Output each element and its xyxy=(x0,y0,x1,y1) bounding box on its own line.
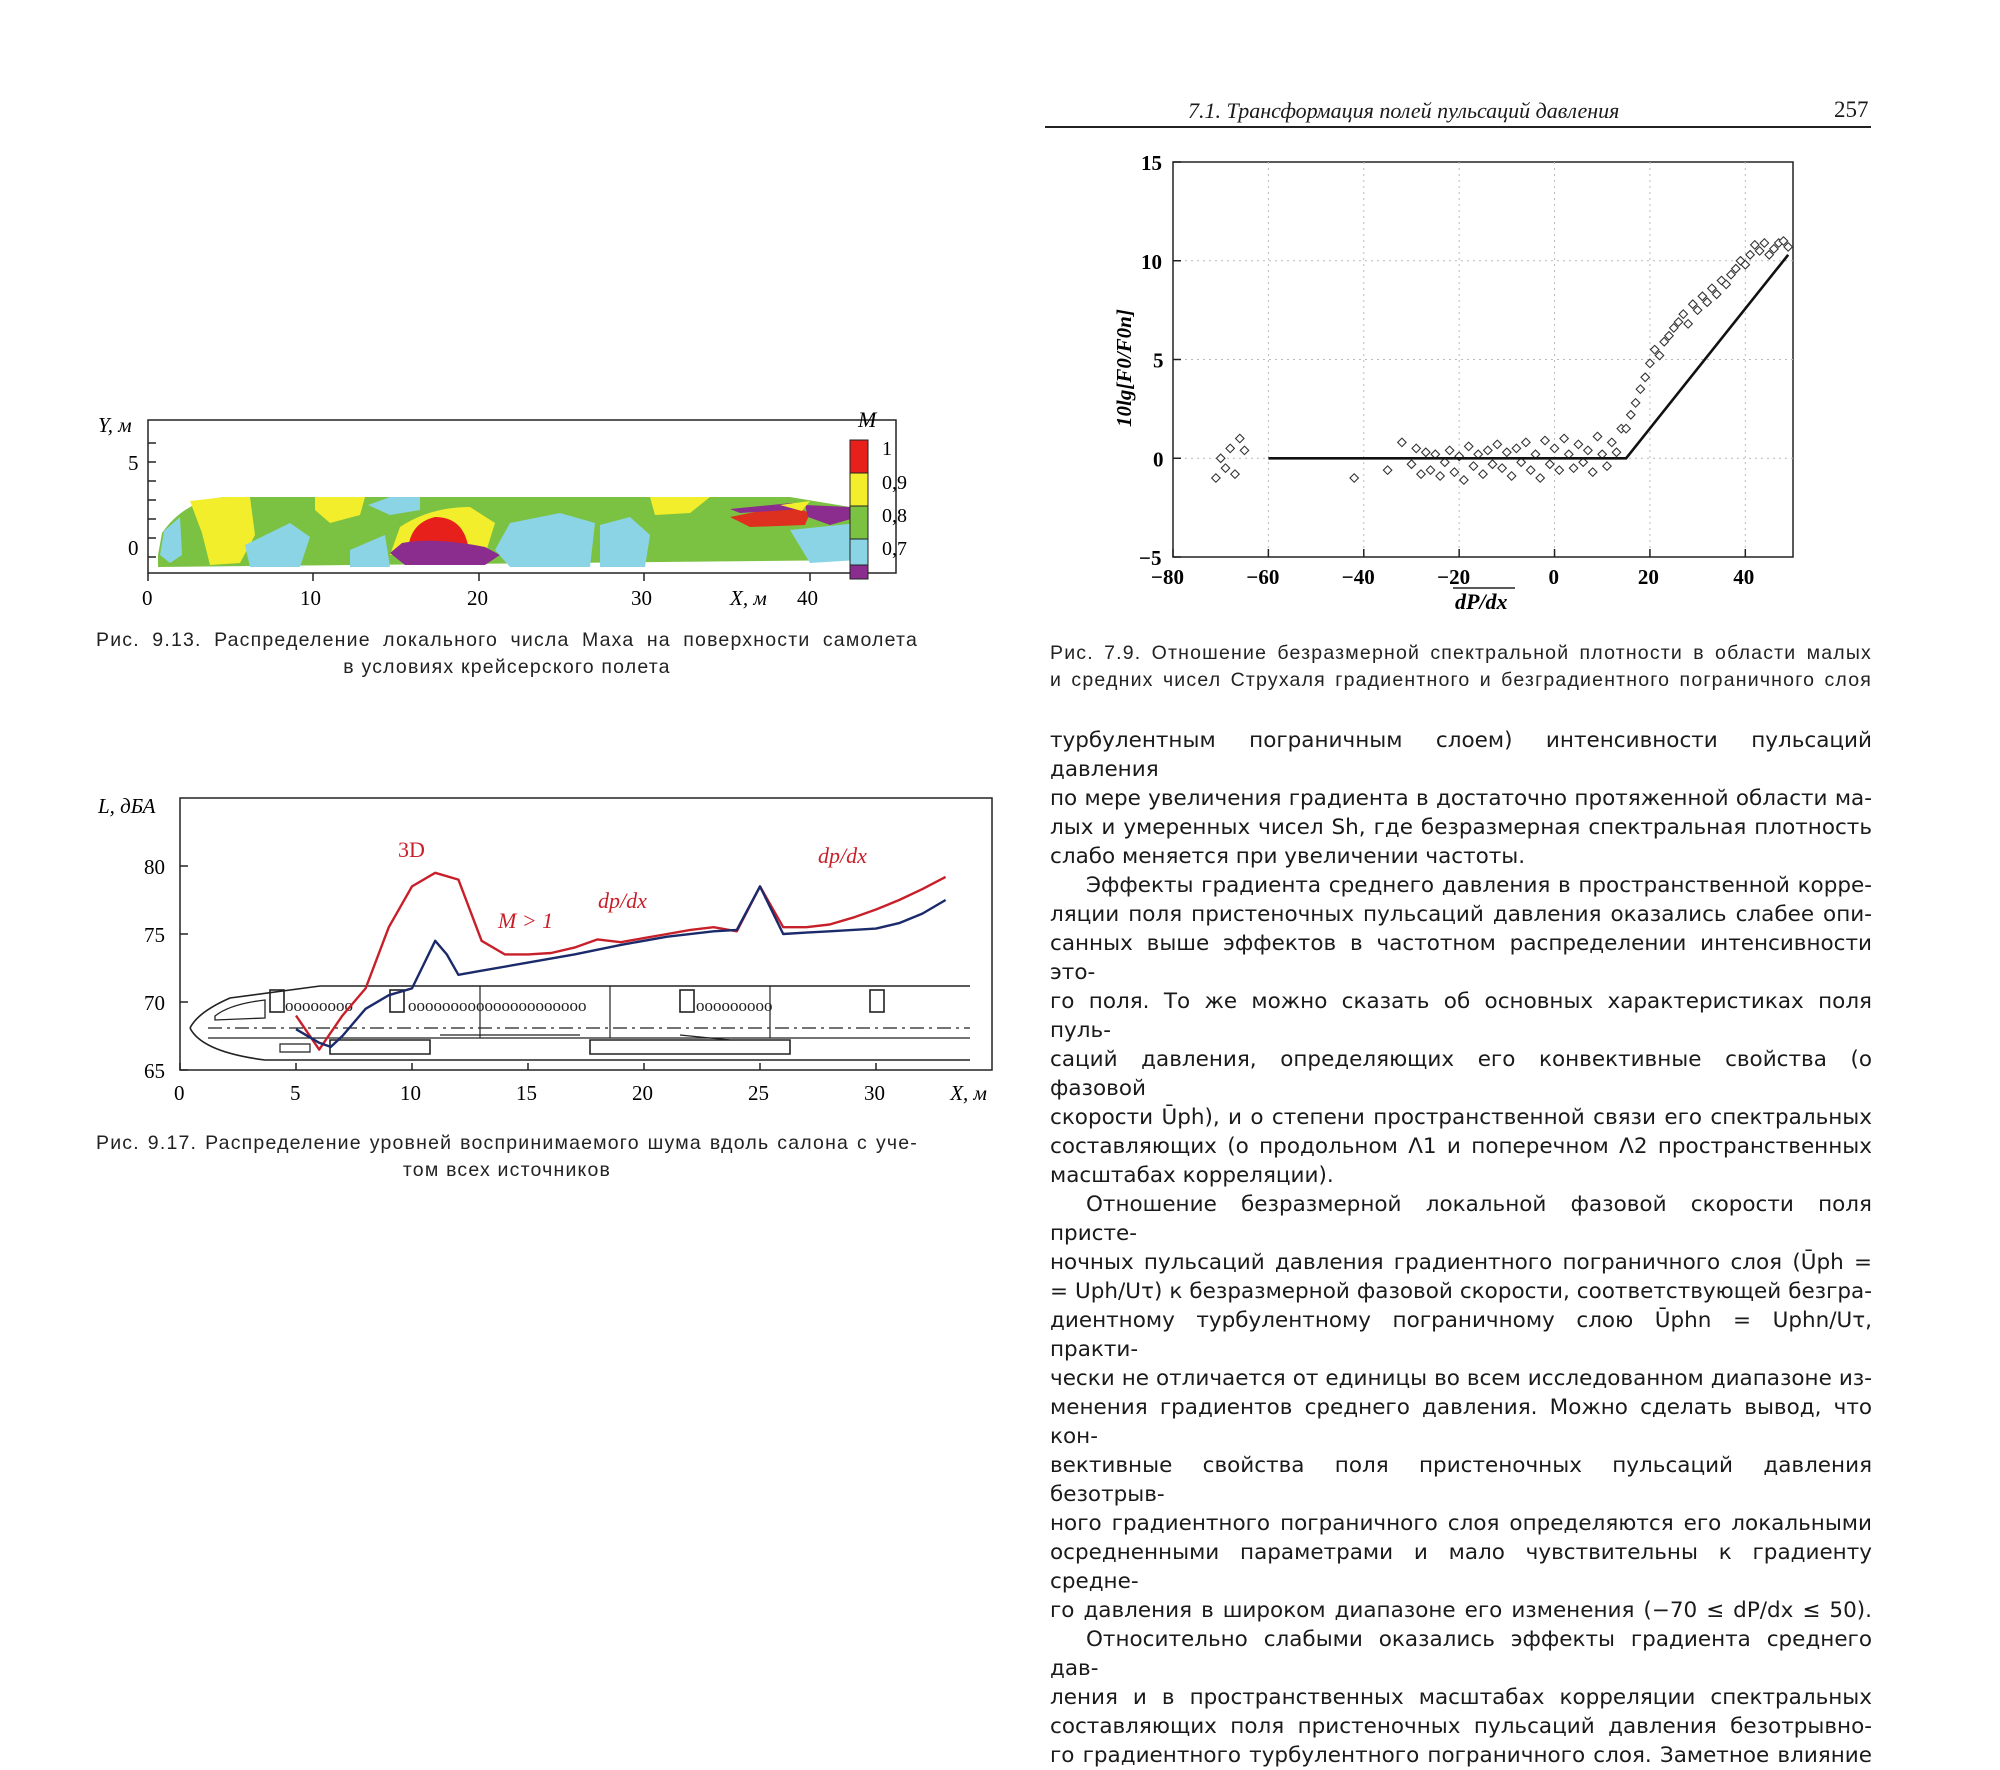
scatter-point xyxy=(1507,472,1515,480)
legend-swatch-2 xyxy=(850,473,868,506)
x-tick-label: 25 xyxy=(748,1081,769,1105)
scatter-point xyxy=(1641,373,1649,381)
text-line: санных выше эффектов в частотном распределении интенсивности это- xyxy=(1050,931,1872,985)
x-tick-40: 40 xyxy=(797,586,818,610)
y-tick-label: 10 xyxy=(1141,249,1162,274)
text-line: Отношение безразмерной локальной фазовой скорости поля присте- xyxy=(1050,1192,1872,1246)
scatter-point xyxy=(1479,470,1487,478)
scatter-point xyxy=(1584,446,1592,454)
text-line: го давления в широком диапазоне его изменения (−70 ≤ dP/dx ≤ 50). xyxy=(1050,1598,1872,1623)
x-axis-label: X, м xyxy=(950,1081,987,1105)
caption-line: Рис. 9.17. Распределение уровней воспринимаемого шума вдоль салона с уче- xyxy=(96,1132,918,1154)
annotation-dpdx-2: dp/dx xyxy=(818,843,867,868)
paragraph-continuation xyxy=(1050,726,1872,871)
scatter-point xyxy=(1588,468,1596,476)
x-tick-label: 15 xyxy=(516,1081,537,1105)
caption-line: в условиях крейсерского полета xyxy=(343,656,671,678)
scatter-point xyxy=(1212,474,1220,482)
text-line: составляющих (о продольном Λ1 и поперечном Λ2 пространственных xyxy=(1050,1134,1872,1159)
caption-line: и средних чисел Струхаля градиентного и безградиентного пограничного слоя xyxy=(1050,669,1872,691)
scatter-point xyxy=(1417,470,1425,478)
scatter-point xyxy=(1412,444,1420,452)
scatter-point xyxy=(1450,468,1458,476)
legend-title: M xyxy=(858,407,877,432)
x-tick-label: 20 xyxy=(1637,565,1659,589)
body-text xyxy=(1050,726,1872,1770)
y-tick-0: 0 xyxy=(128,536,139,560)
svg-text:ooooooooooooooooooooo: ooooooooooooooooooooo xyxy=(408,996,587,1015)
scatter-point xyxy=(1560,434,1568,442)
y-axis-label: Y, м xyxy=(98,413,132,437)
text-line: Относительно слабыми оказались эффекты градиента среднего дав- xyxy=(1050,1627,1872,1681)
text-line: диентному турбулентному пограничному слою Ūphn = Uphn/Uτ, практи- xyxy=(1050,1308,1872,1362)
scatter-point xyxy=(1240,446,1248,454)
text-line: саций давления, определяющих его конвективные свойства (о фазовой xyxy=(1050,1047,1872,1101)
svg-text:ooooooooo: ooooooooo xyxy=(696,996,773,1015)
y-tick-label: 65 xyxy=(144,1059,165,1083)
legend-label-08: 0,8 xyxy=(882,505,907,527)
scatter-point xyxy=(1226,444,1234,452)
x-tick-20: 20 xyxy=(467,586,488,610)
scatter-point xyxy=(1555,466,1563,474)
legend-label-09: 0,9 xyxy=(882,472,907,494)
scatter-point xyxy=(1608,438,1616,446)
scatter-point xyxy=(1426,466,1434,474)
caption-line: Рис. 7.9. Отношение безразмерной спектральной плотности в области малых xyxy=(1050,642,1872,664)
x-axis-label: dP/dx xyxy=(1455,589,1508,614)
x-axis-label: X, м xyxy=(730,586,767,610)
annotation-mach: M > 1 xyxy=(498,908,554,933)
figure-9-17 xyxy=(90,790,987,1120)
caption-line: том всех источников xyxy=(402,1159,612,1181)
y-axis-label: L, дБА xyxy=(98,794,156,818)
scatter-point xyxy=(1236,434,1244,442)
scatter-point xyxy=(1488,460,1496,468)
scatter-point xyxy=(1383,466,1391,474)
annotation-dpdx-1: dp/dx xyxy=(598,888,647,913)
scatter-point xyxy=(1221,464,1229,472)
x-tick-label: 30 xyxy=(864,1081,885,1105)
paragraph xyxy=(1050,871,1872,1190)
scatter-point xyxy=(1503,448,1511,456)
scatter-point xyxy=(1493,440,1501,448)
y-tick-label: 75 xyxy=(144,923,165,947)
y-tick-label: 70 xyxy=(144,991,165,1015)
text-line: турбулентным пограничным слоем) интенсивности пульсаций давления xyxy=(1050,728,1872,782)
x-tick-label: 5 xyxy=(290,1081,301,1105)
scatter-point xyxy=(1627,411,1635,419)
text-line: ночных пульсаций давления градиентного пограничного слоя (Ūph = xyxy=(1050,1250,1872,1275)
header-rule xyxy=(1045,126,1871,128)
caption-fig-9-17 xyxy=(96,1130,918,1184)
text-line: осредненными параметрами и мало чувствительны к градиенту средне- xyxy=(1050,1540,1872,1594)
x-tick-label: −80 xyxy=(1151,565,1184,589)
x-tick-30: 30 xyxy=(631,586,652,610)
text-line: го градиентного турбулентного пограничного слоя. Заметное влияние xyxy=(1050,1743,1872,1768)
scatter-point xyxy=(1746,251,1754,259)
legend-swatch-5 xyxy=(850,565,868,579)
x-tick-label: 20 xyxy=(632,1081,653,1105)
legend-swatch-3 xyxy=(850,506,868,539)
x-tick-label: −60 xyxy=(1246,565,1280,589)
scatter-point xyxy=(1498,464,1506,472)
y-tick-label: 80 xyxy=(144,855,165,879)
caption-fig-9-13 xyxy=(96,627,918,681)
scatter-point xyxy=(1636,385,1644,393)
legend-swatch-4 xyxy=(850,539,868,565)
x-tick-label: 40 xyxy=(1733,565,1755,589)
y-axis-label: 10lg[F0/F0n] xyxy=(1112,309,1136,427)
scatter-point xyxy=(1522,438,1530,446)
caption-line: Рис. 9.13. Распределение локального числа Маха на поверхности самолета xyxy=(96,629,918,651)
text-line: лых и умеренных чисел Sh, где безразмерная спектральная плотность xyxy=(1050,815,1872,840)
scatter-point xyxy=(1574,440,1582,448)
mach-map xyxy=(158,497,858,567)
text-line: ления и в пространственных масштабах корреляции спектральных xyxy=(1050,1685,1872,1710)
scatter-point xyxy=(1216,454,1224,462)
running-title: 7.1. Трансформация полей пульсаций давления xyxy=(1188,98,1620,123)
scatter-point xyxy=(1407,460,1415,468)
scatter-point xyxy=(1612,448,1620,456)
scatter-point xyxy=(1593,432,1601,440)
scatter-point xyxy=(1398,438,1406,446)
scatter-point xyxy=(1484,446,1492,454)
text-line: составляющих поля пристеночных пульсаций давления безотрывно- xyxy=(1050,1714,1872,1739)
y-tick-label: 15 xyxy=(1141,151,1162,175)
x-tick-10: 10 xyxy=(300,586,321,610)
scatter-point xyxy=(1760,239,1768,247)
x-tick-label: −40 xyxy=(1341,565,1375,589)
scatter-point xyxy=(1460,476,1468,484)
text-line: вективные свойства поля пристеночных пульсаций давления безотрыв- xyxy=(1050,1453,1872,1507)
text-line: менения градиентов среднего давления. Можно сделать вывод, что кон- xyxy=(1050,1395,1872,1449)
scatter-point xyxy=(1546,460,1554,468)
text-line: по мере увеличения градиента в достаточно протяженной области ма- xyxy=(1050,786,1872,811)
scatter-point xyxy=(1231,470,1239,478)
page-number: 257 xyxy=(1834,97,1869,122)
x-tick-label: 0 xyxy=(174,1081,185,1105)
x-tick-0: 0 xyxy=(142,586,153,610)
text-line: скорости Ūph), и о степени пространственной связи его спектральных xyxy=(1050,1105,1872,1130)
figure-7-9 xyxy=(1095,142,1825,622)
y-tick-label: 5 xyxy=(1153,348,1164,373)
scatter-point xyxy=(1350,474,1358,482)
paragraph xyxy=(1050,1625,1872,1770)
x-tick-label: 10 xyxy=(400,1081,421,1105)
text-line: масштабах корреляции). xyxy=(1050,1163,1334,1188)
text-line: ного градиентного пограничного слоя определяются его локальными xyxy=(1050,1511,1872,1536)
text-line: Эффекты градиента среднего давления в пространственной корре- xyxy=(1086,873,1872,898)
x-tick-label: 0 xyxy=(1548,565,1560,589)
scatter-point xyxy=(1512,444,1520,452)
svg-text:oooooooo: oooooooo xyxy=(285,996,353,1015)
scatter-point xyxy=(1646,359,1654,367)
scatter-point xyxy=(1631,399,1639,407)
scatter-point xyxy=(1684,320,1692,328)
scatter-point xyxy=(1464,442,1472,450)
scatter-point xyxy=(1526,466,1534,474)
text-line: чески не отличается от единицы во всем исследованном диапазоне из- xyxy=(1050,1366,1872,1391)
scatter-point xyxy=(1469,462,1477,470)
scatter-point xyxy=(1541,436,1549,444)
scatter-point xyxy=(1603,462,1611,470)
scatter-point xyxy=(1536,474,1544,482)
scatter-point xyxy=(1436,472,1444,480)
axes xyxy=(144,855,987,1105)
legend-label-1: 1 xyxy=(882,438,892,460)
text-line: го поля. То же можно сказать об основных характеристиках поля пуль- xyxy=(1050,989,1872,1043)
text-line: слабо меняется при увеличении частоты. xyxy=(1050,844,1526,869)
y-tick-label: 0 xyxy=(1153,447,1164,472)
y-tick-label: −5 xyxy=(1139,546,1162,570)
plot-frame xyxy=(180,798,992,1070)
text-line: = Uph/Uτ) к безразмерной фазовой скорости, соответствующей безгра- xyxy=(1050,1279,1872,1304)
color-legend xyxy=(850,440,868,579)
legend-swatch-1 xyxy=(850,440,868,473)
annotation-3d: 3D xyxy=(398,837,425,862)
scatter-point xyxy=(1679,310,1687,318)
x-tick-label: −20 xyxy=(1437,565,1471,589)
scatter-point xyxy=(1550,444,1558,452)
scatter-point xyxy=(1569,464,1577,472)
legend-label-07: 0,7 xyxy=(882,538,907,560)
paragraph xyxy=(1050,1190,1872,1625)
y-tick-5: 5 xyxy=(128,451,139,475)
caption-fig-7-9 xyxy=(1050,640,1872,694)
scatter-point xyxy=(1422,448,1430,456)
text-line: ляции поля пристеночных пульсаций давления оказались слабее опи- xyxy=(1050,902,1872,927)
scatter-point xyxy=(1445,446,1453,454)
plot-frame xyxy=(1173,162,1793,557)
airplane-cabin-diagram xyxy=(190,986,970,1060)
figure-9-13 xyxy=(90,405,940,610)
